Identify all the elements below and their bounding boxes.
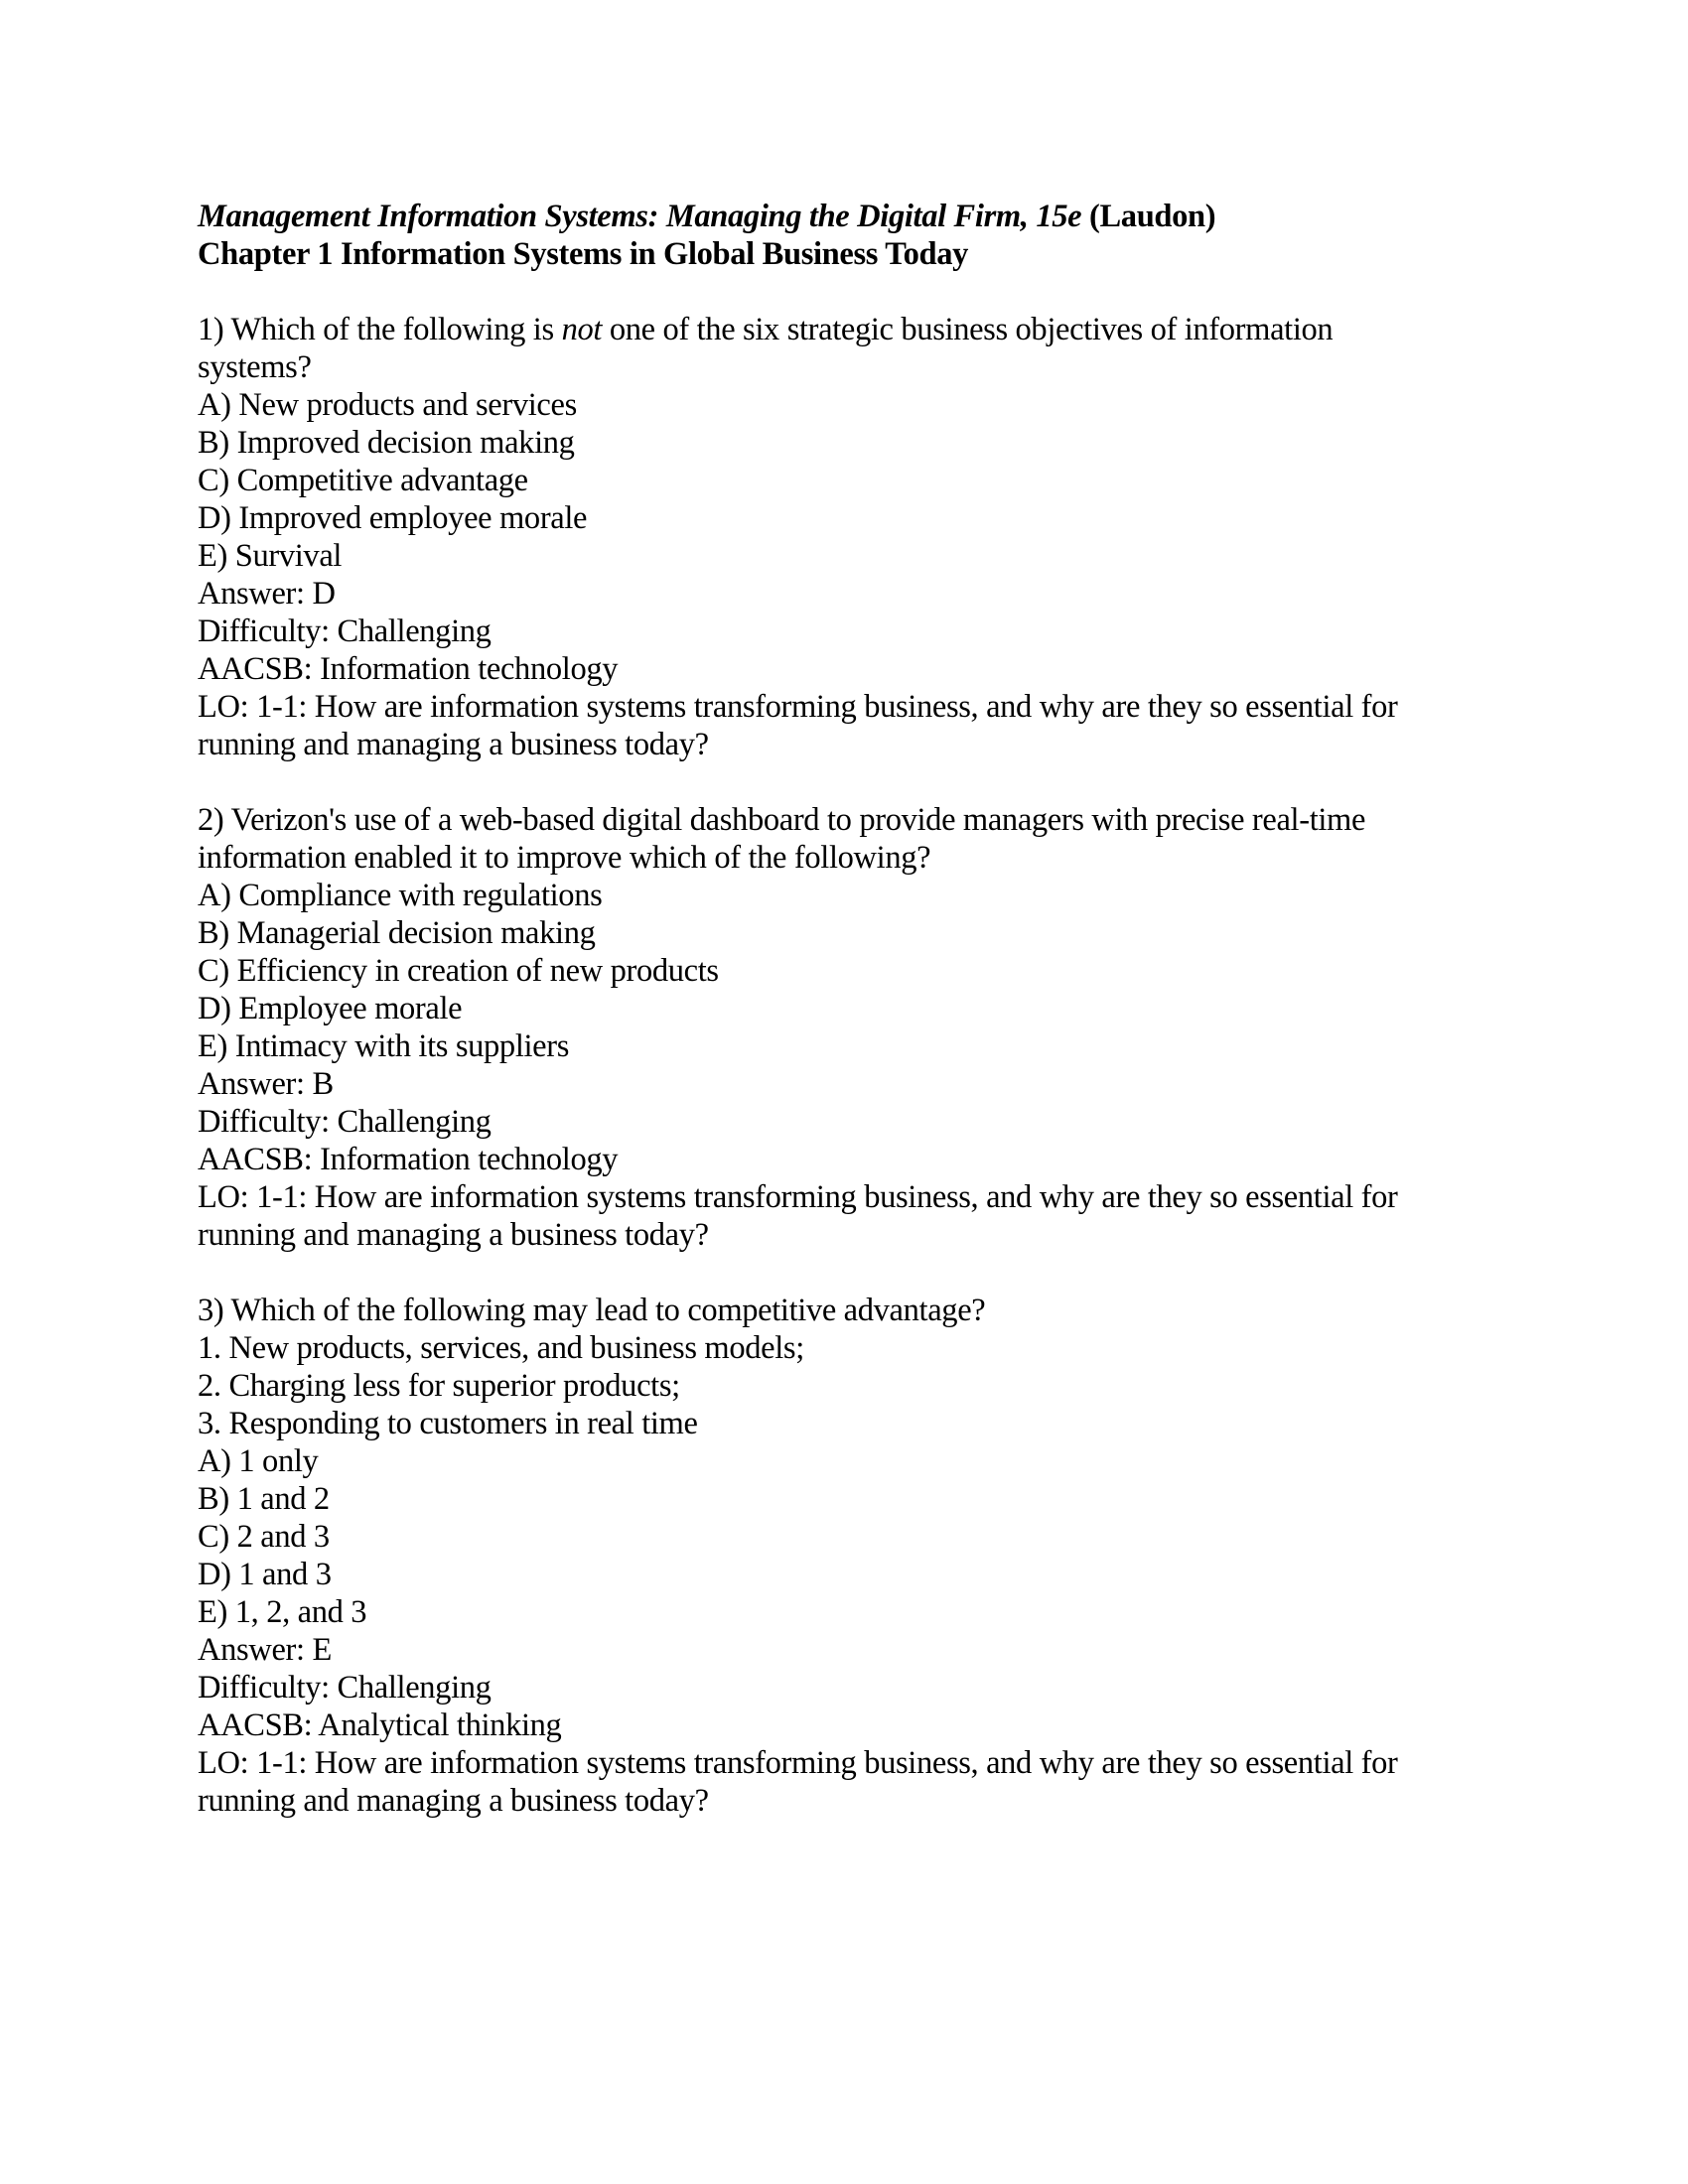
question-block xyxy=(198,1292,1508,1820)
answer-option: E) 1, 2, and 3 xyxy=(198,1594,367,1630)
book-author: (Laudon) xyxy=(1081,199,1216,234)
stem-text: 1) Which of the following is xyxy=(198,312,562,347)
question-stem-line xyxy=(198,839,1508,877)
spacer xyxy=(198,763,1508,801)
book-title xyxy=(198,198,1508,235)
answer-option: A) New products and services xyxy=(198,387,577,423)
aacsb-tag: AACSB: Information technology xyxy=(198,1142,619,1177)
answer-key: Answer: E xyxy=(198,1632,332,1668)
question-stem-line xyxy=(198,801,1508,839)
aacsb-tag: AACSB: Analytical thinking xyxy=(198,1707,562,1743)
answer-option: A) Compliance with regulations xyxy=(198,878,603,913)
answer-option: C) 2 and 3 xyxy=(198,1519,330,1555)
question-list xyxy=(198,311,1508,1820)
answer-option: E) Intimacy with its suppliers xyxy=(198,1028,570,1064)
learning-objective: LO: 1-1: How are information systems transforming business, and why are they so essential for xyxy=(198,1179,1398,1215)
learning-objective: LO: 1-1: How are information systems transforming business, and why are they so essential for xyxy=(198,1745,1398,1781)
answer-option: C) Efficiency in creation of new products xyxy=(198,953,719,989)
difficulty: Difficulty: Challenging xyxy=(198,1670,492,1706)
stem-text: information enabled it to improve which of the following? xyxy=(198,840,931,876)
answer-key: Answer: B xyxy=(198,1066,334,1102)
stem-emphasis: not xyxy=(561,312,603,347)
numbered-item: 3. Responding to customers in real time xyxy=(198,1406,698,1441)
spacer xyxy=(198,1254,1508,1292)
answer-option: A) 1 only xyxy=(198,1443,319,1479)
answer-key: Answer: D xyxy=(198,576,336,612)
chapter-title: Chapter 1 Information Systems in Global Business Today xyxy=(198,236,969,272)
answer-option: D) Employee morale xyxy=(198,991,463,1026)
numbered-item: 2. Charging less for superior products; xyxy=(198,1368,680,1404)
question-block xyxy=(198,801,1508,1254)
answer-option: D) 1 and 3 xyxy=(198,1557,332,1592)
document-page xyxy=(198,198,1508,1820)
learning-objective: running and managing a business today? xyxy=(198,727,709,762)
aacsb-tag: AACSB: Information technology xyxy=(198,651,619,687)
stem-text: 2) Verizon's use of a web-based digital dashboard to provide managers with precise real-time xyxy=(198,802,1366,838)
answer-option: B) Managerial decision making xyxy=(198,915,596,951)
answer-option: D) Improved employee morale xyxy=(198,500,588,536)
answer-option: B) Improved decision making xyxy=(198,425,575,461)
spacer xyxy=(198,273,1508,311)
difficulty: Difficulty: Challenging xyxy=(198,1104,492,1140)
answer-option: E) Survival xyxy=(198,538,343,574)
learning-objective: running and managing a business today? xyxy=(198,1217,709,1253)
question-stem-line xyxy=(198,311,1508,348)
stem-text: systems? xyxy=(198,349,312,385)
learning-objective: LO: 1-1: How are information systems transforming business, and why are they so essential for xyxy=(198,689,1398,725)
stem-text: 3) Which of the following may lead to competitive advantage? xyxy=(198,1293,986,1328)
difficulty: Difficulty: Challenging xyxy=(198,614,492,649)
answer-option: C) Competitive advantage xyxy=(198,463,528,498)
question-block xyxy=(198,311,1508,763)
question-stem-line xyxy=(198,348,1508,386)
numbered-item: 1. New products, services, and business models; xyxy=(198,1330,804,1366)
book-title-italic: Management Information Systems: Managing the Digital Firm, 15e xyxy=(198,199,1082,234)
learning-objective: running and managing a business today? xyxy=(198,1783,709,1819)
answer-option: B) 1 and 2 xyxy=(198,1481,330,1517)
question-stem-line xyxy=(198,1292,1508,1329)
stem-text: one of the six strategic business objectives of information xyxy=(602,312,1334,347)
